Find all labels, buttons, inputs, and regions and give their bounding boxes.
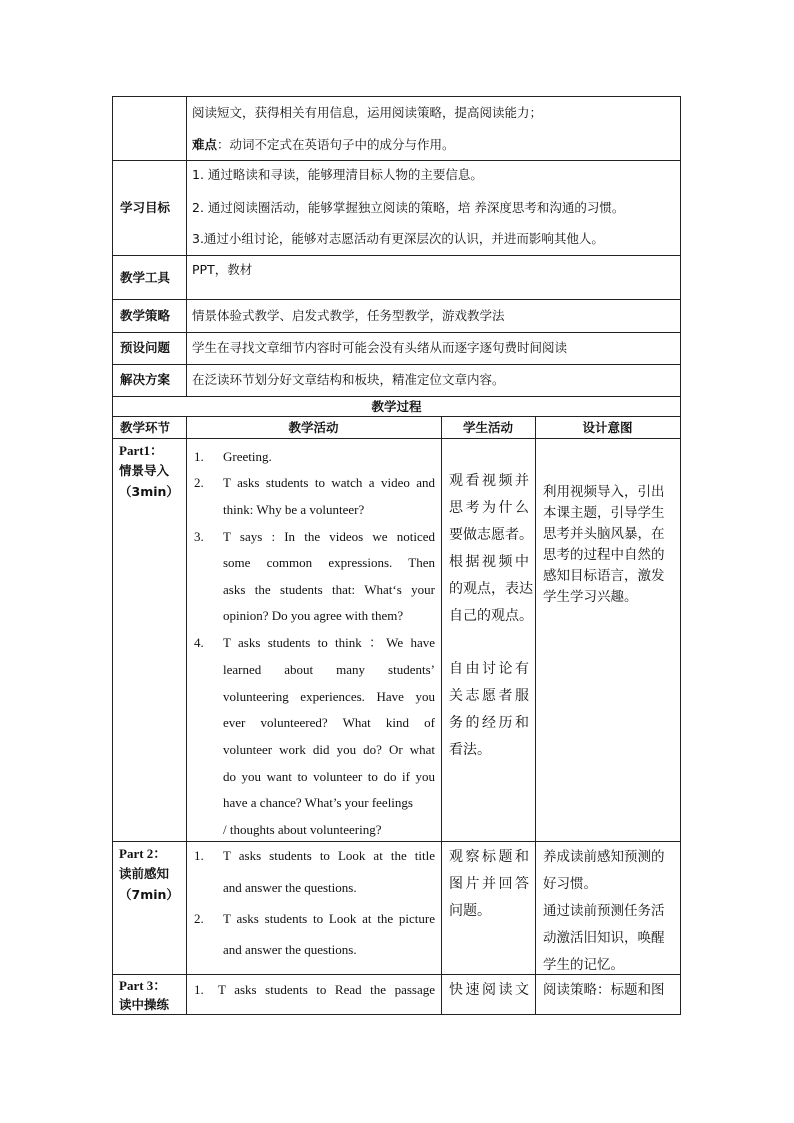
part2-student-line-2: 图片并回答: [449, 876, 529, 892]
process-divider-2: [441, 416, 442, 1015]
table-border-right: [680, 96, 681, 1015]
row-line-10: [112, 974, 680, 975]
part1-activity-line-9: learned about many students’: [223, 662, 435, 677]
process-divider-1: [186, 416, 187, 1015]
part1-intent-line-5: 感知目标语言，激发: [543, 568, 665, 584]
part1-number-4: 4.: [194, 635, 204, 650]
part1-student-line-6: 自己的观点。: [449, 608, 533, 624]
part1-activity-line-13: do you want to volunteer to do if you: [223, 769, 435, 784]
problem-value: 学生在寻找文章细节内容时可能会没有头绪从而逐字逐句费时间阅读: [192, 340, 568, 355]
part1-activity-line-4: T says : In the videos we noticed: [223, 529, 435, 544]
part1-activity-line-10: volunteering experiences. Have you: [223, 689, 435, 704]
solution-label: 解决方案: [120, 372, 171, 387]
part1-activity-line-1: Greeting.: [223, 449, 272, 464]
row-line-5: [112, 364, 680, 365]
part1-student-line-5: 的观点，表达: [449, 581, 533, 597]
part2-label-1: Part 2：: [119, 846, 167, 861]
part3-activity-line-1: T asks students to Read the passage: [218, 982, 435, 997]
part2-number-1: 1.: [194, 848, 204, 863]
row-line-1: [112, 160, 680, 161]
part3-number-1: 1.: [194, 982, 204, 997]
row-line-7: [112, 416, 680, 417]
goal-item-3: 3.通过小组讨论，能够对志愿活动有更深层次的认识，并进而影响其他人。: [192, 231, 604, 246]
part1-label-1: Part1：: [119, 443, 164, 458]
part1-student-line-2: 思考为什么: [449, 500, 529, 516]
part2-activity-line-2: and answer the questions.: [223, 880, 357, 895]
part1-intent-line-1: 利用视频导入，引出: [543, 484, 665, 500]
header-stage: 教学环节: [120, 420, 171, 435]
difficulty-text: ：动词不定式在英语句子中的成分与作用。: [217, 137, 455, 152]
difficulty-label: 难点: [192, 137, 218, 152]
part1-student-line-1: 观看视频并: [449, 473, 529, 489]
part2-activity-line-1: T asks students to Look at the title: [223, 848, 435, 863]
problem-label: 预设问题: [120, 340, 171, 355]
part2-activity-line-3: T asks students to Look at the picture: [223, 911, 435, 926]
row-line-4: [112, 332, 680, 333]
solution-value: 在泛读环节划分好文章结构和板块，精准定位文章内容。: [192, 372, 505, 387]
part1-student-line-10: 看法。: [449, 742, 491, 758]
part1-student-line-4: 根据视频中: [449, 554, 529, 570]
strategy-label: 教学策略: [120, 308, 171, 323]
part2-number-2: 2.: [194, 911, 204, 926]
header-design-intent: 设计意图: [582, 420, 633, 435]
label-divider-upper: [186, 96, 187, 396]
part2-intent-line-3: 通过读前预测任务活: [543, 903, 665, 919]
part1-activity-line-2: T asks students to watch a video and: [223, 475, 435, 490]
process-divider-3: [535, 416, 536, 1015]
part2-student-line-1: 观察标题和: [449, 849, 529, 865]
tools-label: 教学工具: [120, 270, 171, 285]
part1-activity-line-15: / thoughts about volunteering?: [223, 822, 382, 837]
part3-label-2: 读中操练: [119, 997, 170, 1012]
part1-number-3: 3.: [194, 529, 204, 544]
row-line-9: [112, 841, 680, 842]
header-student-activity: 学生活动: [462, 420, 513, 435]
part1-intent-line-2: 本课主题，引导学生: [543, 505, 665, 521]
part1-student-line-9: 务的经历和: [449, 715, 529, 731]
part2-intent-line-5: 学生的记忆。: [543, 957, 624, 973]
tools-value: PPT，教材: [192, 262, 253, 277]
part2-label-2: 读前感知: [119, 866, 170, 881]
part1-student-line-3: 要做志愿者。: [449, 527, 533, 543]
part3-intent-line-1: 阅读策略：标题和图: [543, 982, 665, 998]
goal-item-2: 2. 通过阅读圈活动，能够掌握独立阅读的策略，培 养深度思考和沟通的习惯。: [192, 200, 625, 215]
part1-number-2: 2.: [194, 475, 204, 490]
row-line-bottom: [112, 1014, 680, 1015]
row-line-2: [112, 255, 680, 256]
part1-intent-line-3: 思考并头脑风暴，在: [543, 526, 665, 542]
strategy-value: 情景体验式教学、启发式教学，任务型教学，游戏教学法: [192, 308, 505, 323]
part1-activity-line-6: asks the students that: What‘s your: [223, 582, 435, 597]
part1-intent-line-6: 学生学习兴趣。: [543, 589, 638, 605]
part2-intent-line-1: 养成读前感知预测的: [543, 849, 665, 865]
row-line-top: [112, 96, 680, 97]
part1-activity-line-12: volunteer work did you do? Or what: [223, 742, 435, 757]
part1-activity-line-7: opinion? Do you agree with them?: [223, 608, 404, 623]
part1-activity-line-8: T asks students to think ：We have: [223, 635, 435, 650]
part2-intent-line-4: 动激活旧知识，唤醒: [543, 930, 665, 946]
part1-activity-line-3: think: Why be a volunteer?: [223, 502, 365, 517]
part1-activity-line-14: have a chance? What’s your feelings: [223, 795, 413, 810]
part2-student-line-3: 问题。: [449, 903, 491, 919]
row-line-6: [112, 396, 680, 397]
header-teacher-activity: 教学活动: [288, 420, 339, 435]
part1-number-1: 1.: [194, 449, 204, 464]
part2-activity-line-4: and answer the questions.: [223, 942, 357, 957]
goal-item-1: 1. 通过略读和寻读，能够理清目标人物的主要信息。: [192, 167, 483, 182]
objective-text: 阅读短文，获得相关有用信息，运用阅读策略，提高阅读能力；: [192, 105, 543, 120]
part2-label-3: （7min）: [119, 887, 179, 902]
process-title: 教学过程: [371, 399, 422, 414]
difficulty-line: [192, 137, 455, 153]
part1-intent-line-4: 思考的过程中自然的: [543, 547, 665, 563]
row-line-3: [112, 299, 680, 300]
table-border-left: [112, 96, 113, 1015]
row-line-8: [112, 438, 680, 439]
part2-intent-line-2: 好习惯。: [543, 876, 597, 892]
goals-label: 学习目标: [120, 200, 171, 215]
part1-label-2: 情景导入: [119, 463, 170, 478]
part1-student-line-7: 自由讨论有: [449, 661, 529, 677]
part3-label-1: Part 3：: [119, 978, 167, 993]
part1-activity-line-5: some common expressions. Then: [223, 555, 435, 570]
part1-label-3: （3min）: [119, 484, 179, 499]
part1-activity-line-11: ever volunteered? What kind of: [223, 715, 435, 730]
part3-student-line-1: 快速阅读文: [449, 982, 529, 998]
part1-student-line-8: 关志愿者服: [449, 688, 529, 704]
